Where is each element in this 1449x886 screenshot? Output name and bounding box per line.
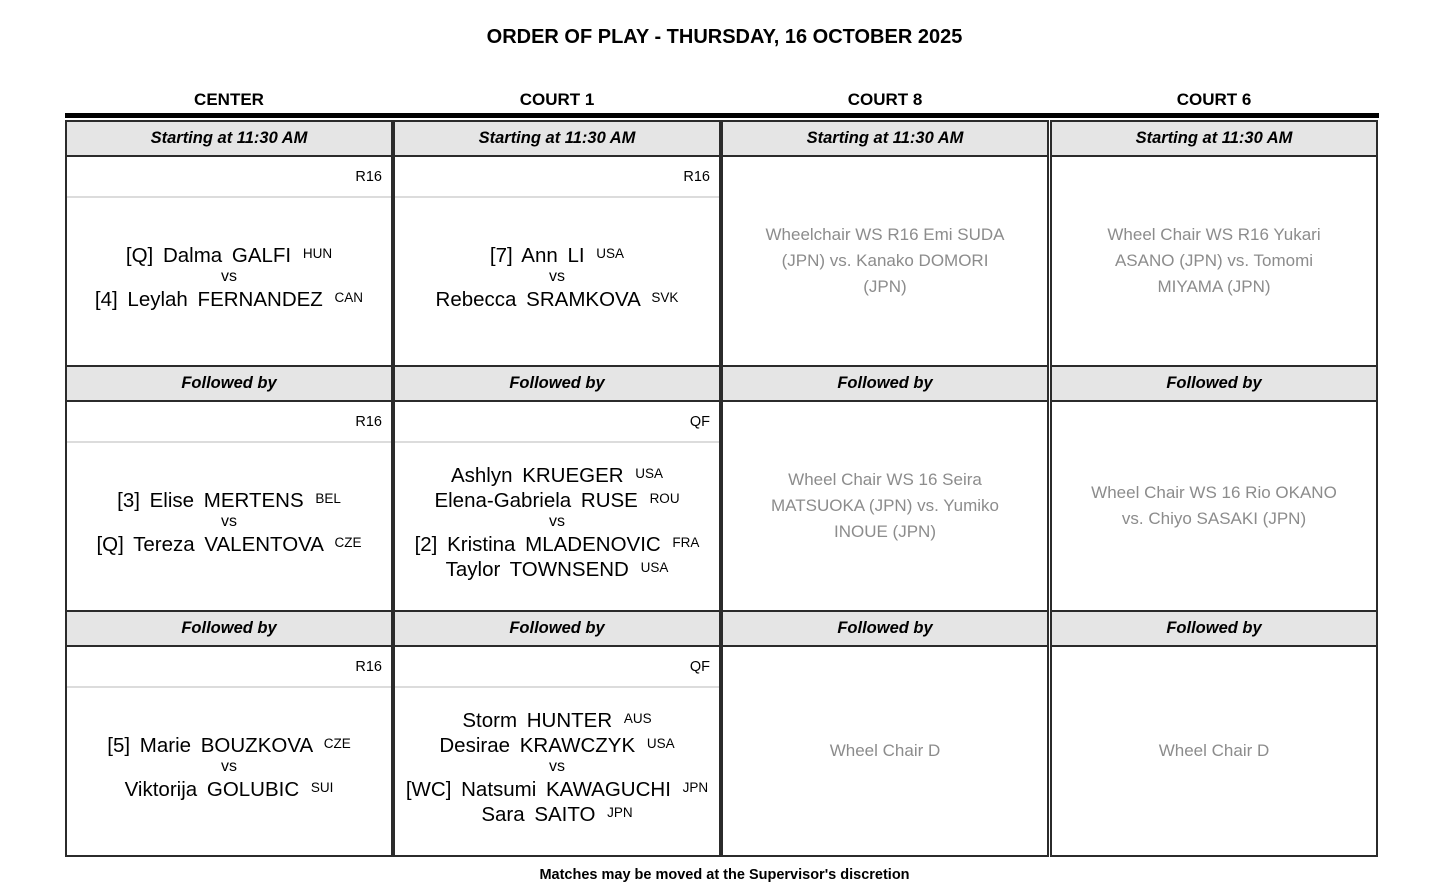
wheelchair-match-text: Wheel Chair WS 16 Rio OKANO vs. Chiyo SASAKI (JPN) bbox=[1091, 483, 1337, 528]
player-last-name: VALENTOVA bbox=[204, 533, 323, 556]
slot-time-band: Starting at 11:30 AM bbox=[1050, 120, 1378, 157]
wheelchair-match-text: Wheel Chair WS R16 Yukari ASANO (JPN) vs. Tomomi MIYAMA (JPN) bbox=[1107, 225, 1321, 296]
player-line bbox=[434, 487, 679, 512]
order-of-play-grid bbox=[65, 120, 1379, 856]
slot-time-band: Followed by bbox=[65, 365, 393, 402]
slot-time-band: Starting at 11:30 AM bbox=[721, 120, 1049, 157]
player-seed: [4] bbox=[94, 288, 118, 311]
match-cell bbox=[721, 402, 1049, 612]
player-nationality: CZE bbox=[323, 736, 351, 751]
player-first-name: Sara bbox=[481, 803, 525, 826]
player-nationality: ROU bbox=[649, 491, 680, 506]
court-header-center: CENTER bbox=[194, 90, 264, 109]
player-last-name: GOLUBIC bbox=[206, 778, 300, 801]
match-cell bbox=[1050, 157, 1378, 367]
player-nationality: AUS bbox=[623, 711, 652, 726]
match-cell bbox=[65, 647, 393, 857]
match-cell bbox=[393, 647, 721, 857]
court-column bbox=[393, 120, 721, 856]
court-column bbox=[65, 120, 393, 856]
player-last-name: KRUEGER bbox=[522, 464, 624, 487]
player-first-name: Elise bbox=[149, 489, 195, 512]
player-first-name: Rebecca bbox=[435, 288, 517, 311]
player-line bbox=[439, 732, 674, 757]
player-last-name: FERNANDEZ bbox=[197, 288, 323, 311]
match-cell bbox=[721, 647, 1049, 857]
match-round: QF bbox=[395, 402, 719, 443]
player-line bbox=[96, 531, 361, 556]
slot-time-band: Starting at 11:30 AM bbox=[393, 120, 721, 157]
player-line bbox=[406, 776, 708, 801]
slot-time-band: Followed by bbox=[721, 610, 1049, 647]
player-nationality: CAN bbox=[334, 290, 364, 305]
wheelchair-match-text: Wheel Chair D bbox=[1158, 741, 1270, 760]
player-seed: [Q] bbox=[125, 244, 154, 267]
player-nationality: USA bbox=[646, 736, 675, 751]
player-first-name: Dalma bbox=[162, 244, 223, 267]
player-last-name: TOWNSEND bbox=[509, 558, 629, 581]
match-players bbox=[67, 198, 391, 365]
player-first-name: Kristina bbox=[447, 533, 516, 556]
versus-label: vs bbox=[549, 513, 565, 530]
match-cell bbox=[65, 402, 393, 612]
slot-time-band: Followed by bbox=[721, 365, 1049, 402]
player-last-name: RUSE bbox=[580, 489, 638, 512]
match-cell bbox=[393, 157, 721, 367]
versus-label: vs bbox=[549, 758, 565, 775]
player-nationality: SUI bbox=[310, 780, 334, 795]
player-seed: [Q] bbox=[96, 533, 124, 556]
player-line bbox=[415, 531, 700, 556]
versus-label: vs bbox=[221, 513, 237, 530]
match-round: QF bbox=[395, 647, 719, 688]
court-header-court-1: COURT 1 bbox=[519, 90, 595, 109]
slot-time-band: Starting at 11:30 AM bbox=[65, 120, 393, 157]
player-last-name: SAITO bbox=[534, 803, 596, 826]
wheelchair-match-text: Wheel Chair D bbox=[829, 741, 941, 760]
header-rule bbox=[65, 113, 1379, 118]
match-cell bbox=[721, 157, 1049, 367]
match-round: R16 bbox=[395, 157, 719, 198]
player-first-name: Elena-Gabriela bbox=[434, 489, 572, 512]
player-line bbox=[95, 286, 363, 311]
player-line bbox=[446, 556, 669, 581]
player-last-name: GALFI bbox=[231, 244, 292, 267]
match-round: R16 bbox=[67, 647, 391, 688]
player-first-name: Viktorija bbox=[124, 778, 198, 801]
match-players bbox=[395, 198, 719, 365]
match-cell bbox=[1050, 647, 1378, 857]
player-line bbox=[481, 801, 632, 826]
player-nationality: JPN bbox=[607, 805, 633, 820]
player-nationality: USA bbox=[635, 466, 664, 481]
player-first-name: Storm bbox=[462, 709, 518, 732]
player-last-name: KAWAGUCHI bbox=[546, 778, 671, 801]
player-line bbox=[462, 707, 651, 732]
slot-time-band: Followed by bbox=[393, 610, 721, 647]
match-cell bbox=[1050, 402, 1378, 612]
player-nationality: USA bbox=[640, 560, 669, 575]
player-first-name: Desirae bbox=[439, 734, 511, 757]
player-nationality: FRA bbox=[672, 535, 700, 550]
slot-time-band: Followed by bbox=[1050, 610, 1378, 647]
player-seed: [3] bbox=[117, 489, 140, 512]
match-players bbox=[67, 443, 391, 610]
wheelchair-match-text: Wheelchair WS R16 Emi SUDA (JPN) vs. Kanako DOMORI (JPN) bbox=[765, 225, 1005, 296]
player-first-name: Natsumi bbox=[461, 778, 537, 801]
court-header-court-6: COURT 6 bbox=[1176, 90, 1252, 109]
player-first-name: Leylah bbox=[127, 288, 188, 311]
player-nationality: HUN bbox=[302, 246, 333, 261]
player-last-name: MERTENS bbox=[203, 489, 304, 512]
player-last-name: BOUZKOVA bbox=[200, 734, 313, 757]
player-line bbox=[125, 776, 334, 801]
player-line bbox=[117, 487, 341, 512]
player-line bbox=[436, 286, 679, 311]
match-round: R16 bbox=[67, 402, 391, 443]
player-first-name: Taylor bbox=[445, 558, 501, 581]
player-last-name: MLADENOVIC bbox=[525, 533, 661, 556]
player-nationality: JPN bbox=[682, 780, 709, 795]
match-players bbox=[67, 688, 391, 855]
page-title: ORDER OF PLAY - THURSDAY, 16 OCTOBER 2025 bbox=[486, 26, 963, 48]
player-line bbox=[126, 242, 332, 267]
player-line bbox=[490, 242, 624, 267]
player-first-name: Marie bbox=[139, 734, 192, 757]
match-round: R16 bbox=[67, 157, 391, 198]
player-seed: [7] bbox=[489, 244, 513, 267]
player-first-name: Ashlyn bbox=[450, 464, 513, 487]
player-line bbox=[107, 732, 350, 757]
court-column bbox=[721, 120, 1049, 856]
slot-time-band: Followed by bbox=[1050, 365, 1378, 402]
slot-time-band: Followed by bbox=[65, 610, 393, 647]
versus-label: vs bbox=[221, 758, 237, 775]
player-nationality: BEL bbox=[315, 491, 341, 506]
match-cell bbox=[393, 402, 721, 612]
player-last-name: KRAWCZYK bbox=[519, 734, 636, 757]
court-header-court-8: COURT 8 bbox=[847, 90, 923, 109]
slot-time-band: Followed by bbox=[393, 365, 721, 402]
player-seed: [WC] bbox=[405, 778, 452, 801]
player-line bbox=[451, 462, 663, 487]
footer-note: Matches may be moved at the Supervisor's discretion bbox=[539, 867, 910, 883]
player-first-name: Ann bbox=[521, 244, 558, 267]
player-last-name: SRAMKOVA bbox=[526, 288, 640, 311]
player-nationality: USA bbox=[596, 246, 625, 261]
player-nationality: SVK bbox=[651, 290, 679, 305]
match-cell bbox=[65, 157, 393, 367]
player-last-name: LI bbox=[567, 244, 585, 267]
versus-label: vs bbox=[221, 268, 237, 285]
match-players bbox=[395, 688, 719, 855]
player-nationality: CZE bbox=[334, 535, 362, 550]
player-seed: [5] bbox=[107, 734, 131, 757]
wheelchair-match-text: Wheel Chair WS 16 Seira MATSUOKA (JPN) vs. Yumiko INOUE (JPN) bbox=[771, 470, 999, 541]
player-first-name: Tereza bbox=[133, 533, 195, 556]
player-seed: [2] bbox=[414, 533, 438, 556]
court-column bbox=[1050, 120, 1378, 856]
match-players bbox=[395, 443, 719, 610]
versus-label: vs bbox=[549, 268, 565, 285]
player-last-name: HUNTER bbox=[526, 709, 613, 732]
